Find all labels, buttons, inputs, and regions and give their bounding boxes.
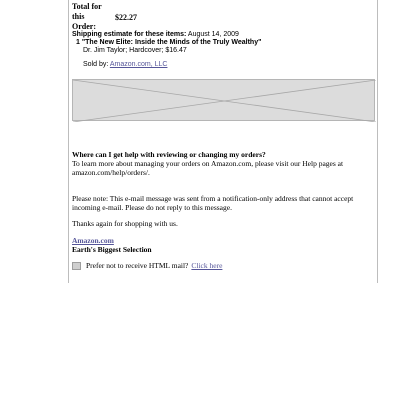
sold-by <box>83 61 167 69</box>
sold-by-label: Sold by: <box>83 61 109 68</box>
order-total <box>72 2 137 32</box>
signature-tagline: Earth's Biggest Selection <box>72 245 152 254</box>
order-total-value: $22.27 <box>115 12 137 22</box>
mail-icon <box>72 262 81 270</box>
help-text: To learn more about managing your orders on Amazon.com, please visit our Help pages at amazon.com/help/orders/. <box>72 159 344 177</box>
shipping-estimate <box>72 31 239 39</box>
html-mail-optout <box>72 261 222 270</box>
item-title: 1 "The New Elite: Inside the Minds of the Truly Wealthy" <box>76 39 262 46</box>
amazon-link[interactable]: Amazon.com <box>72 236 114 245</box>
notification-note: Please note: This e-mail message was sent from a notification-only address that cannot accept incoming e-mail. Please do not reply to this message. <box>72 194 354 212</box>
shipping-estimate-label: Shipping estimate for these items: <box>72 31 187 38</box>
item-detail: Dr. Jim Taylor; Hardcover; $16.47 <box>83 47 187 54</box>
banner-image-placeholder[interactable] <box>72 79 375 121</box>
help-heading: Where can I get help with reviewing or changing my orders? <box>72 150 266 159</box>
broken-image-icon <box>73 80 376 122</box>
order-total-label: Total for this Order: <box>72 2 102 31</box>
thanks-text: Thanks again for shopping with us. <box>72 219 178 228</box>
shipping-estimate-date: August 14, 2009 <box>187 31 239 38</box>
seller-link[interactable]: Amazon.com, LLC <box>109 61 168 68</box>
optout-text: Prefer not to receive HTML mail? <box>86 261 189 270</box>
email-body <box>68 0 378 283</box>
signature-link[interactable] <box>72 236 114 245</box>
optout-link[interactable]: Click here <box>191 261 223 270</box>
